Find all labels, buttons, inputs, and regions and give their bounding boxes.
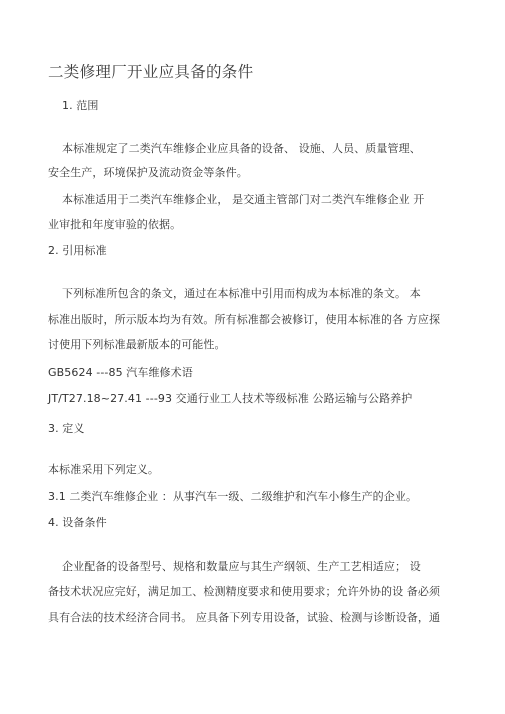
section-heading-equipment: 4. 设备条件 [48,516,107,529]
document-title: 二类修理厂开业应具备的条件 [48,63,254,81]
paragraph-line: 安全生产，环境保护及流动资金等条件。 [48,166,248,179]
section-heading-references: 2. 引用标准 [48,244,107,257]
paragraph-line: 本标准规定了二类汽车维修企业应具备的设备、 设施、人员、质量管理、 [62,142,421,155]
section-heading-definitions: 3. 定义 [48,422,85,435]
paragraph-line: 企业配备的设备型号、规格和数量应与其生产纲领、生产工艺相适应； 设 [62,560,421,573]
reference-item: GB5624 ---85 汽车维修术语 [48,366,193,379]
paragraph-line: 本标准采用下列定义。 [48,463,159,476]
definition-item: 3.1 二类汽车维修企业 ：从事汽车一级、二级维护和汽车小修生产的企业。 [48,490,418,503]
paragraph-line: 讨使用下列标准最新版本的可能性。 [48,338,226,351]
section-heading-scope: 1. 范围 [62,99,99,112]
paragraph-line: 本标准适用于二类汽车维修企业， 是交通主管部门对二类汽车维修企业 开 [62,193,425,206]
paragraph-line: 下列标准所包含的条文，通过在本标准中引用而构成为本标准的条文。 本 [62,287,421,300]
paragraph-line: 备技术状况应完好，满足加工、检测精度要求和使用要求；允许外协的设 备必须 [48,585,441,598]
reference-item: JT/T27.18~27.41 ---93 交通行业工人技术等级标准 公路运输与公路养护 [48,392,413,405]
paragraph-line: 具有合法的技术经济合同书。 应具备下列专用设备，试验、检测与诊断设备，通 [48,611,441,624]
paragraph-line: 业审批和年度审验的依据。 [48,218,182,231]
paragraph-line: 标准出版时，所示版本均为有效。所有标准都会被修订，使用本标准的各 方应探 [48,313,441,326]
